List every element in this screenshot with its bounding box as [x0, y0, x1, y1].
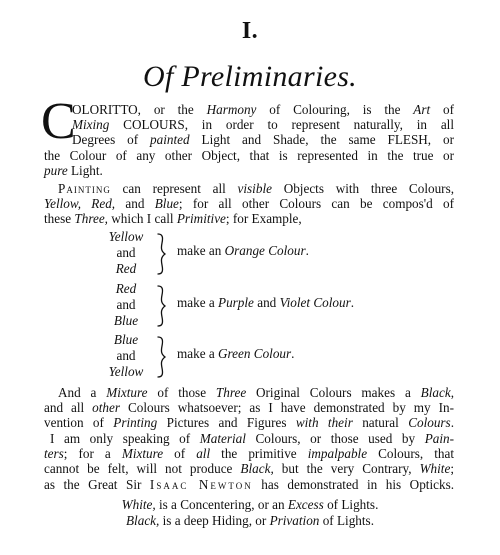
text-run: Degrees of	[72, 132, 151, 148]
text-run: of Lights.	[323, 497, 379, 512]
text-run: .	[450, 415, 454, 431]
text-run: of Colouring, is the	[256, 102, 414, 117]
text-run: impalpable	[307, 446, 368, 462]
paragraph-line	[44, 117, 454, 132]
component-colour: Yellow	[108, 364, 144, 379]
component-conjunction: and	[116, 348, 136, 363]
text-run: the primitive	[210, 446, 308, 462]
combination-red-blue	[96, 281, 396, 329]
drop-cap: C	[41, 93, 76, 150]
component-colour: Blue	[113, 313, 139, 328]
text-run: Pictures and Figures	[157, 415, 296, 431]
paragraph-line	[44, 211, 454, 226]
text-run: Primitive	[176, 211, 226, 227]
text-run: Excess	[287, 497, 324, 512]
text-run: which I call	[107, 211, 177, 227]
paragraph-line	[44, 446, 454, 461]
curly-brace-icon	[155, 233, 167, 275]
text-run: ;	[450, 461, 454, 477]
text-run: Mixing	[72, 117, 110, 133]
text-run: can represent all	[110, 181, 238, 196]
text-run: .	[291, 346, 295, 361]
text-run: Black,	[240, 461, 274, 477]
text-run: ,	[450, 385, 454, 400]
text-run: and all	[44, 400, 93, 416]
text-run: OLORITTO, or the	[72, 102, 207, 117]
text-run: .	[350, 295, 355, 310]
text-run: Violet Colour	[279, 295, 351, 310]
paragraph-primitive-colours	[44, 181, 454, 227]
text-run: Printing	[113, 415, 158, 431]
text-run: make an	[177, 243, 225, 258]
definition-black	[0, 513, 500, 529]
text-run: of	[163, 446, 197, 462]
text-run: Light and Shade, the same FLESH, or	[189, 132, 455, 148]
paragraph-line	[44, 461, 454, 476]
paragraph-material-colours	[44, 431, 454, 492]
paragraph-line	[44, 196, 454, 211]
paragraph-line	[44, 400, 454, 415]
paragraph-line	[44, 132, 454, 147]
definition-white	[0, 497, 500, 513]
text-run: Three,	[74, 211, 108, 227]
component-conjunction: and	[116, 245, 136, 260]
combination-yellow-red	[96, 229, 396, 277]
text-run: Pain-	[424, 431, 455, 446]
text-run: White	[419, 461, 451, 477]
text-run: as the Great Sir	[44, 476, 150, 492]
combination-components	[96, 332, 156, 380]
text-run: White,	[121, 497, 156, 512]
combination-result	[177, 346, 294, 362]
text-run: of	[430, 102, 454, 117]
text-run: is a deep Hiding, or	[159, 513, 270, 528]
text-run: Painting	[58, 181, 111, 196]
text-run: visible	[237, 181, 272, 196]
text-run: pure	[44, 162, 68, 178]
text-run: is a Concentering, or an	[155, 497, 288, 512]
component-colour: Blue	[113, 332, 139, 347]
text-run: Harmony	[206, 102, 257, 117]
text-run: Original Colours makes a	[246, 385, 421, 400]
text-run: Black,	[126, 513, 160, 528]
text-run: Privation	[269, 513, 320, 528]
text-run: make a	[177, 295, 219, 310]
text-run: ; for all other Colours can be compos'd of	[178, 196, 455, 212]
text-run: Green Colour	[218, 346, 292, 361]
text-run: vention of	[44, 415, 114, 431]
text-run: Colours	[408, 415, 451, 431]
text-run: Orange Colour	[224, 243, 306, 258]
text-run: the Colour of any other Object, that is represented in the true or	[44, 147, 454, 163]
text-run: of those	[147, 385, 216, 400]
text-run: COLOURS, in order to represent naturally, in all	[109, 117, 454, 133]
curly-brace-icon	[155, 336, 167, 378]
text-run: Material	[199, 431, 246, 446]
text-run: And a	[58, 385, 107, 400]
text-run: but the very Contrary,	[273, 461, 420, 477]
paragraph-line	[44, 181, 454, 196]
text-run: of Lights.	[319, 513, 374, 528]
chapter-title-text: Of Preliminaries.	[143, 60, 357, 93]
text-run: and	[115, 196, 155, 212]
combination-components	[96, 281, 156, 329]
text-run: Light.	[67, 162, 103, 178]
curly-brace-icon	[155, 285, 167, 327]
text-run: has demonstrated in his Opticks.	[252, 476, 454, 492]
text-run: natural	[352, 415, 409, 431]
text-run: Purple	[218, 295, 254, 310]
text-run: ters	[44, 446, 64, 462]
text-run: all	[196, 446, 211, 462]
text-run: with their	[295, 415, 353, 431]
text-run: painted	[150, 132, 190, 148]
chapter-numeral: I.	[241, 18, 259, 44]
text-run: Colours whatsoever; as I have demonstrated by my In-	[120, 400, 454, 416]
combination-result	[177, 295, 354, 311]
text-run: Mixture	[106, 385, 148, 400]
text-run: cannot be felt, will not produce	[44, 461, 241, 477]
text-run: other	[92, 400, 121, 416]
text-run: Colours, that	[367, 446, 454, 462]
paragraph-line	[44, 477, 454, 492]
combination-blue-yellow	[96, 332, 396, 380]
text-run: .	[305, 243, 309, 258]
text-run: Blue	[154, 196, 179, 212]
paragraph-line	[44, 102, 454, 117]
text-run: Isaac Newton	[149, 476, 253, 492]
paragraph-line	[44, 431, 454, 446]
paragraph-line	[44, 148, 454, 163]
text-run: Objects with three Colours,	[271, 181, 454, 196]
paragraph-line	[44, 163, 454, 178]
text-run: I am only speaking of	[50, 431, 200, 446]
component-colour: Red	[115, 261, 137, 276]
paragraph-line	[44, 415, 454, 430]
paragraph-line	[44, 385, 454, 400]
text-run: Yellow, Red,	[44, 196, 116, 212]
combination-components	[96, 229, 156, 277]
component-colour: Yellow	[108, 229, 144, 244]
chapter-title	[0, 60, 500, 94]
text-run: Black	[420, 385, 451, 400]
paragraph-colouring-definition	[44, 102, 454, 178]
text-run: Art	[413, 102, 431, 117]
text-run: Mixture	[121, 446, 164, 462]
text-run: these	[44, 211, 75, 227]
component-conjunction: and	[116, 297, 136, 312]
text-run: Colours, or those used by	[245, 431, 425, 446]
text-run: Three	[215, 385, 247, 400]
white-black-definitions	[0, 497, 500, 529]
combination-result	[177, 243, 309, 259]
paragraph-mixture-black	[44, 385, 454, 431]
component-colour: Red	[115, 281, 137, 296]
text-run: and	[253, 295, 280, 310]
text-run: ; for Example,	[225, 211, 302, 227]
text-run: make a	[177, 346, 219, 361]
text-run: ; for a	[63, 446, 122, 462]
